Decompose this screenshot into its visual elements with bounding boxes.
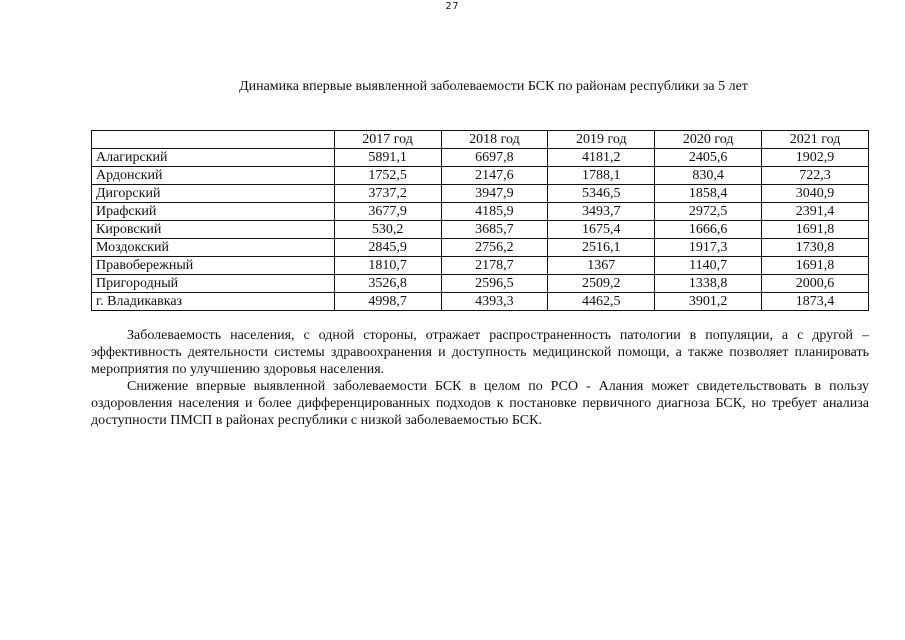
value-cell: 4998,7: [334, 293, 441, 311]
value-cell: 3901,2: [655, 293, 762, 311]
value-cell: 3677,9: [334, 203, 441, 221]
table-body: [92, 149, 869, 311]
column-header: 2020 год: [655, 131, 762, 149]
value-cell: 4462,5: [548, 293, 655, 311]
value-cell: 1752,5: [334, 167, 441, 185]
page-number: 27: [445, 1, 460, 12]
value-cell: 3737,2: [334, 185, 441, 203]
district-name-cell: Кировский: [92, 221, 335, 239]
value-cell: 2845,9: [334, 239, 441, 257]
value-cell: 3040,9: [762, 185, 869, 203]
value-cell: 1338,8: [655, 275, 762, 293]
value-cell: 3685,7: [441, 221, 548, 239]
incidence-table: [91, 130, 869, 311]
value-cell: 6697,8: [441, 149, 548, 167]
district-name-cell: Моздокский: [92, 239, 335, 257]
district-name-cell: г. Владикавказ: [92, 293, 335, 311]
value-cell: 2178,7: [441, 257, 548, 275]
district-name-cell: Ардонский: [92, 167, 335, 185]
value-cell: 2516,1: [548, 239, 655, 257]
body-text: [91, 327, 869, 429]
value-cell: 5891,1: [334, 149, 441, 167]
value-cell: 4181,2: [548, 149, 655, 167]
paragraph: Заболеваемость населения, с одной стороны, отражает распространенность патологии в популяции, а с другой – эффективность деятельности системы здравоохранения и доступность медицинской помощи, а также позволяет планировать мероприятия по улучшению здоровья населения.: [91, 328, 869, 377]
value-cell: 1691,8: [762, 221, 869, 239]
value-cell: 722,3: [762, 167, 869, 185]
table-title: Динамика впервые выявленной заболеваемости БСК по районам республики за 5 лет: [239, 79, 748, 94]
column-header: 2019 год: [548, 131, 655, 149]
district-name-cell: Правобережный: [92, 257, 335, 275]
column-header: 2018 год: [441, 131, 548, 149]
column-header: 2017 год: [334, 131, 441, 149]
value-cell: 1788,1: [548, 167, 655, 185]
paragraph: Снижение впервые выявленной заболеваемости БСК в целом по РСО - Алания может свидетельствовать в пользу оздоровления населения и более дифференцированных подходов к постановке первичного диагноза БСК, но требует анализа доступности ПМСП в районах республики с низкой заболеваемостью БСК.: [91, 379, 869, 428]
value-cell: 2972,5: [655, 203, 762, 221]
value-cell: 2596,5: [441, 275, 548, 293]
value-cell: 1858,4: [655, 185, 762, 203]
column-header: 2021 год: [762, 131, 869, 149]
table-row: [92, 221, 869, 239]
value-cell: 830,4: [655, 167, 762, 185]
value-cell: 1810,7: [334, 257, 441, 275]
district-name-cell: Ирафский: [92, 203, 335, 221]
value-cell: 2405,6: [655, 149, 762, 167]
value-cell: 3947,9: [441, 185, 548, 203]
table-row: [92, 257, 869, 275]
table-header-row: [92, 131, 869, 149]
value-cell: 2756,2: [441, 239, 548, 257]
value-cell: 2391,4: [762, 203, 869, 221]
district-name-cell: Дигорский: [92, 185, 335, 203]
table-row: [92, 203, 869, 221]
value-cell: 1367: [548, 257, 655, 275]
table-row: [92, 167, 869, 185]
value-cell: 3493,7: [548, 203, 655, 221]
value-cell: 2000,6: [762, 275, 869, 293]
table-row: [92, 149, 869, 167]
value-cell: 2509,2: [548, 275, 655, 293]
district-name-cell: Пригородный: [92, 275, 335, 293]
table-row: [92, 239, 869, 257]
corner-header-cell: [92, 131, 335, 149]
value-cell: 4393,3: [441, 293, 548, 311]
value-cell: 1140,7: [655, 257, 762, 275]
value-cell: 1917,3: [655, 239, 762, 257]
value-cell: 1902,9: [762, 149, 869, 167]
value-cell: 530,2: [334, 221, 441, 239]
value-cell: 4185,9: [441, 203, 548, 221]
table-row: [92, 185, 869, 203]
value-cell: 2147,6: [441, 167, 548, 185]
table-row: [92, 275, 869, 293]
value-cell: 1691,8: [762, 257, 869, 275]
value-cell: 5346,5: [548, 185, 655, 203]
value-cell: 1730,8: [762, 239, 869, 257]
table-row: [92, 293, 869, 311]
value-cell: 3526,8: [334, 275, 441, 293]
value-cell: 1666,6: [655, 221, 762, 239]
district-name-cell: Алагирский: [92, 149, 335, 167]
value-cell: 1873,4: [762, 293, 869, 311]
value-cell: 1675,4: [548, 221, 655, 239]
